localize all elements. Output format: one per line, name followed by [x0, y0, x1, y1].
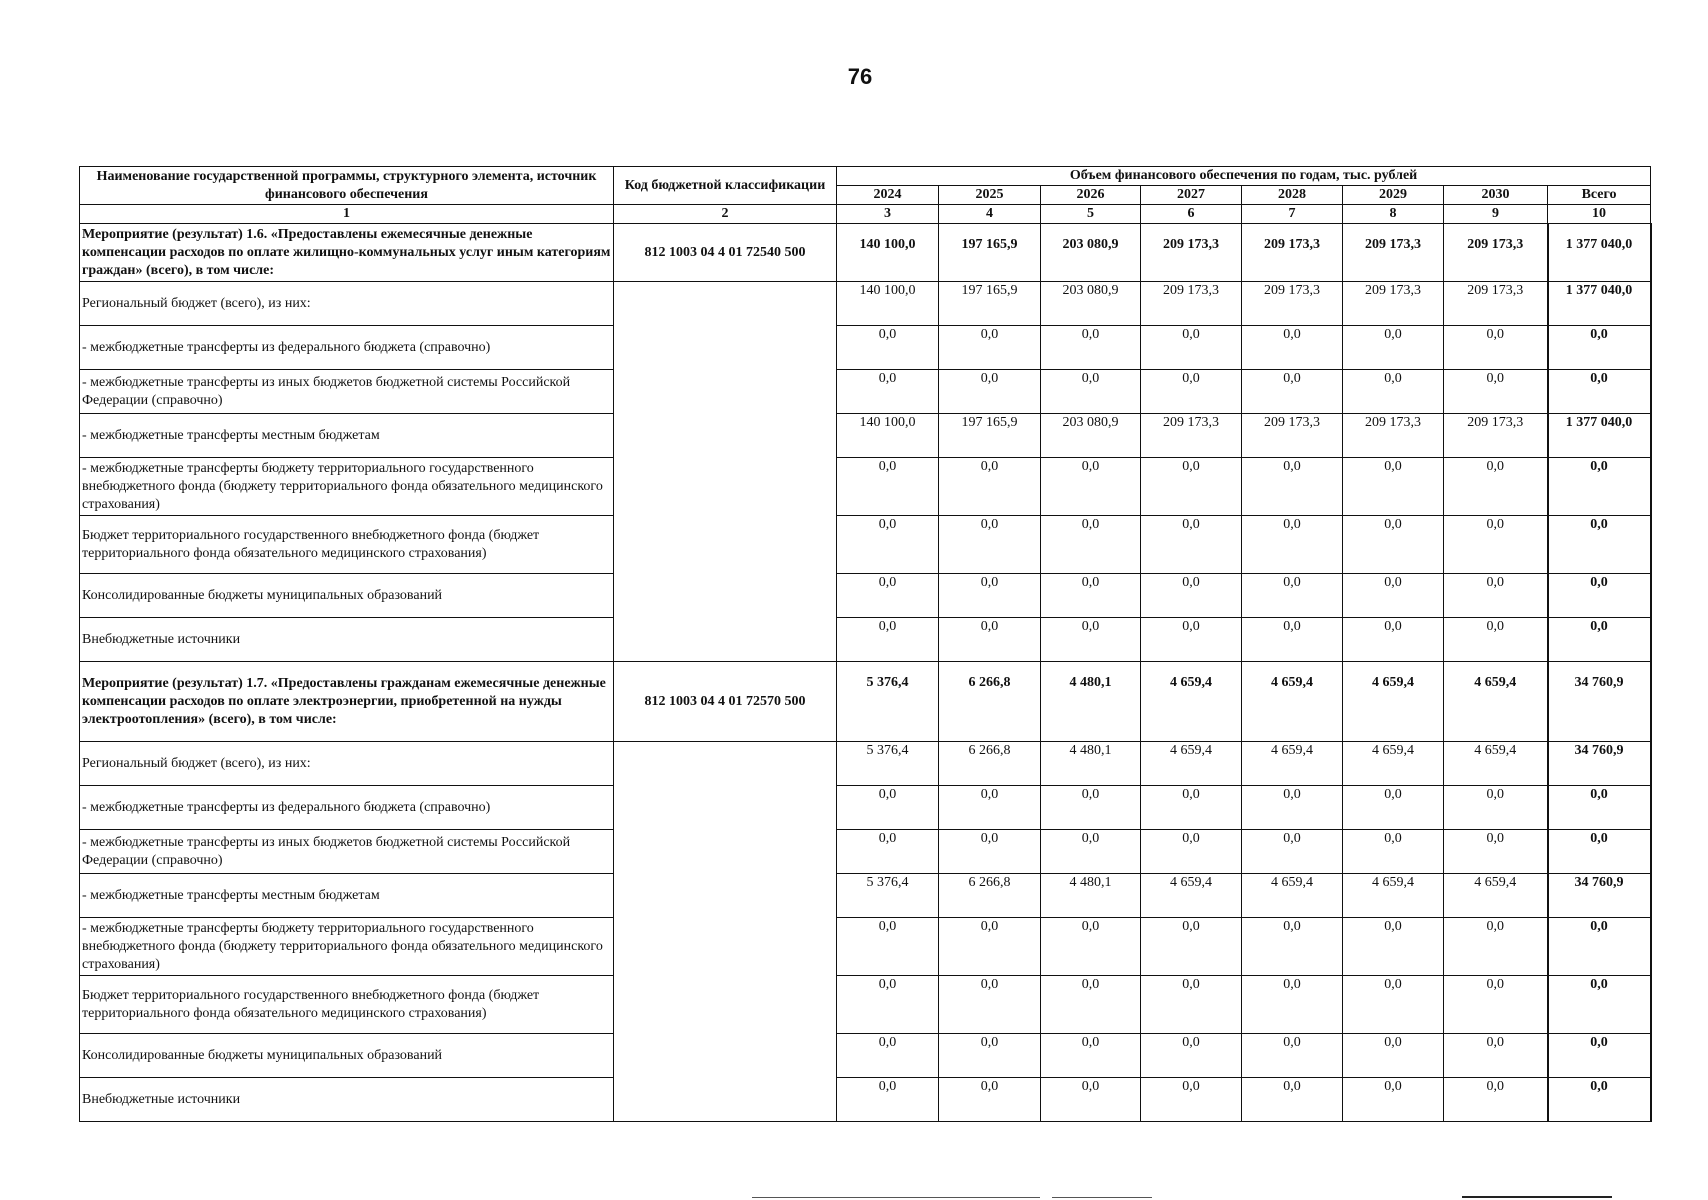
source-name: - межбюджетные трансферты из иных бюджетов бюджетной системы Российской Федерации (справочно) [80, 830, 614, 874]
value-cell: 4 659,4 [1444, 742, 1548, 786]
budget-code: 812 1003 04 4 01 72540 500 [614, 224, 837, 282]
value-cell: 0,0 [837, 458, 939, 516]
value-cell: 0,0 [1343, 574, 1444, 618]
source-name: Консолидированные бюджеты муниципальных образований [80, 1034, 614, 1078]
column-number: 1 [80, 205, 614, 224]
value-cell: 4 659,4 [1343, 662, 1444, 742]
value-cell: 0,0 [837, 370, 939, 414]
total-cell: 0,0 [1548, 786, 1651, 830]
value-cell: 6 266,8 [939, 742, 1041, 786]
total-cell: 0,0 [1548, 370, 1651, 414]
value-cell: 0,0 [1343, 516, 1444, 574]
header-code: Код бюджетной классификации [614, 167, 837, 205]
budget-code: 812 1003 04 4 01 72570 500 [614, 662, 837, 742]
measure-row [80, 662, 1651, 742]
total-cell: 0,0 [1548, 1078, 1651, 1122]
value-cell: 0,0 [837, 574, 939, 618]
value-cell: 0,0 [837, 830, 939, 874]
value-cell: 203 080,9 [1041, 282, 1141, 326]
value-cell: 0,0 [1444, 370, 1548, 414]
value-cell: 0,0 [837, 1034, 939, 1078]
source-name: - межбюджетные трансферты из федерального бюджета (справочно) [80, 326, 614, 370]
value-cell: 0,0 [837, 618, 939, 662]
measure-title: Мероприятие (результат) 1.7. «Предоставлены гражданам ежемесячные денежные компенсации расходов по оплате электроэнергии, приобретенной на нужды электроотопления» (всего), в том числе: [80, 662, 614, 742]
value-cell: 197 165,9 [939, 282, 1041, 326]
header-year: 2027 [1141, 186, 1242, 205]
total-cell: 1 377 040,0 [1548, 224, 1651, 282]
value-cell: 0,0 [1444, 976, 1548, 1034]
value-cell: 0,0 [1444, 618, 1548, 662]
value-cell: 4 659,4 [1444, 874, 1548, 918]
value-cell: 0,0 [939, 918, 1041, 976]
value-cell: 4 659,4 [1242, 874, 1343, 918]
value-cell: 0,0 [1041, 918, 1141, 976]
value-cell: 209 173,3 [1242, 414, 1343, 458]
value-cell: 0,0 [1141, 1078, 1242, 1122]
value-cell: 0,0 [1041, 1078, 1141, 1122]
column-number: 5 [1041, 205, 1141, 224]
value-cell: 0,0 [1444, 918, 1548, 976]
value-cell: 0,0 [939, 326, 1041, 370]
scan-artifact-line [1462, 1196, 1612, 1198]
value-cell: 0,0 [1141, 786, 1242, 830]
value-cell: 0,0 [1444, 574, 1548, 618]
source-row [80, 414, 1651, 458]
value-cell: 6 266,8 [939, 874, 1041, 918]
value-cell: 209 173,3 [1141, 224, 1242, 282]
header-total: Всего [1548, 186, 1651, 205]
source-name: - межбюджетные трансферты из иных бюджетов бюджетной системы Российской Федерации (справочно) [80, 370, 614, 414]
value-cell: 0,0 [1041, 976, 1141, 1034]
value-cell: 0,0 [939, 516, 1041, 574]
value-cell: 0,0 [1343, 976, 1444, 1034]
value-cell: 0,0 [1444, 326, 1548, 370]
header-column-numbers [80, 205, 1651, 224]
value-cell: 0,0 [1343, 1034, 1444, 1078]
value-cell: 0,0 [1444, 830, 1548, 874]
source-name: Бюджет территориального государственного внебюджетного фонда (бюджет территориального фонда обязательного медицинского страхования) [80, 976, 614, 1034]
source-row [80, 742, 1651, 786]
value-cell: 6 266,8 [939, 662, 1041, 742]
total-cell: 0,0 [1548, 574, 1651, 618]
value-cell: 4 659,4 [1141, 662, 1242, 742]
value-cell: 0,0 [1444, 1078, 1548, 1122]
source-row [80, 574, 1651, 618]
source-name: - межбюджетные трансферты из федерального бюджета (справочно) [80, 786, 614, 830]
source-row [80, 1078, 1651, 1122]
column-number: 3 [837, 205, 939, 224]
value-cell: 0,0 [1141, 574, 1242, 618]
total-cell: 0,0 [1548, 326, 1651, 370]
value-cell: 0,0 [1141, 830, 1242, 874]
source-name: - межбюджетные трансферты местным бюджетам [80, 414, 614, 458]
source-row [80, 370, 1651, 414]
total-cell: 0,0 [1548, 918, 1651, 976]
value-cell: 4 659,4 [1141, 742, 1242, 786]
table-body [80, 224, 1651, 1122]
source-name: Консолидированные бюджеты муниципальных образований [80, 574, 614, 618]
value-cell: 0,0 [1242, 1034, 1343, 1078]
total-cell: 0,0 [1548, 1034, 1651, 1078]
value-cell: 0,0 [1444, 458, 1548, 516]
source-name: Внебюджетные источники [80, 1078, 614, 1122]
value-cell: 4 480,1 [1041, 662, 1141, 742]
total-cell: 1 377 040,0 [1548, 282, 1651, 326]
value-cell: 0,0 [1242, 918, 1343, 976]
value-cell: 197 165,9 [939, 414, 1041, 458]
value-cell: 0,0 [1242, 830, 1343, 874]
value-cell: 0,0 [837, 918, 939, 976]
value-cell: 209 173,3 [1343, 282, 1444, 326]
value-cell: 0,0 [1343, 618, 1444, 662]
total-cell: 0,0 [1548, 458, 1651, 516]
value-cell: 0,0 [1242, 1078, 1343, 1122]
header-name: Наименование государственной программы, структурного элемента, источник финансового обеспечения [80, 167, 614, 205]
source-row [80, 1034, 1651, 1078]
value-cell: 0,0 [939, 574, 1041, 618]
value-cell: 0,0 [939, 1078, 1041, 1122]
source-row [80, 874, 1651, 918]
source-name: Региональный бюджет (всего), из них: [80, 282, 614, 326]
value-cell: 0,0 [1242, 618, 1343, 662]
value-cell: 209 173,3 [1444, 282, 1548, 326]
value-cell: 140 100,0 [837, 224, 939, 282]
value-cell: 209 173,3 [1343, 224, 1444, 282]
source-name: Внебюджетные источники [80, 618, 614, 662]
value-cell: 0,0 [1141, 918, 1242, 976]
value-cell: 203 080,9 [1041, 414, 1141, 458]
value-cell: 5 376,4 [837, 662, 939, 742]
value-cell: 0,0 [1444, 786, 1548, 830]
value-cell: 4 659,4 [1242, 742, 1343, 786]
budget-code-empty [614, 282, 837, 662]
value-cell: 0,0 [1242, 326, 1343, 370]
header-year: 2029 [1343, 186, 1444, 205]
value-cell: 0,0 [939, 458, 1041, 516]
source-name: Региональный бюджет (всего), из них: [80, 742, 614, 786]
page-number: 76 [847, 64, 873, 89]
budget-code-empty [614, 742, 837, 1122]
value-cell: 209 173,3 [1444, 224, 1548, 282]
source-row [80, 786, 1651, 830]
column-number: 9 [1444, 205, 1548, 224]
value-cell: 4 659,4 [1343, 874, 1444, 918]
column-number: 2 [614, 205, 837, 224]
value-cell: 0,0 [939, 1034, 1041, 1078]
total-cell: 34 760,9 [1548, 662, 1651, 742]
value-cell: 0,0 [837, 1078, 939, 1122]
source-name: - межбюджетные трансферты бюджету территориального государственного внебюджетного фонда (бюджету территориального фонда обязательного медицинского страхования) [80, 918, 614, 976]
source-row [80, 918, 1651, 976]
financing-table [79, 166, 1652, 1122]
total-cell: 0,0 [1548, 618, 1651, 662]
value-cell: 0,0 [1141, 618, 1242, 662]
value-cell: 203 080,9 [1041, 224, 1141, 282]
value-cell: 0,0 [837, 786, 939, 830]
source-row [80, 458, 1651, 516]
value-cell: 0,0 [1041, 830, 1141, 874]
value-cell: 0,0 [1041, 326, 1141, 370]
value-cell: 4 659,4 [1242, 662, 1343, 742]
value-cell: 0,0 [939, 976, 1041, 1034]
source-name: Бюджет территориального государственного внебюджетного фонда (бюджет территориального фонда обязательного медицинского страхования) [80, 516, 614, 574]
scan-artifact-line [752, 1197, 1040, 1198]
value-cell: 0,0 [1444, 516, 1548, 574]
total-cell: 0,0 [1548, 516, 1651, 574]
column-number: 10 [1548, 205, 1651, 224]
value-cell: 0,0 [1141, 976, 1242, 1034]
value-cell: 0,0 [1242, 370, 1343, 414]
value-cell: 0,0 [1444, 1034, 1548, 1078]
value-cell: 0,0 [1041, 370, 1141, 414]
total-cell: 1 377 040,0 [1548, 414, 1651, 458]
value-cell: 0,0 [1242, 786, 1343, 830]
measure-title: Мероприятие (результат) 1.6. «Предоставлены ежемесячные денежные компенсации расходов по оплате жилищно-коммунальных услуг иным категориям граждан» (всего), в том числе: [80, 224, 614, 282]
value-cell: 4 659,4 [1141, 874, 1242, 918]
value-cell: 0,0 [1041, 618, 1141, 662]
source-row [80, 618, 1651, 662]
header-year: 2030 [1444, 186, 1548, 205]
value-cell: 0,0 [837, 516, 939, 574]
header-year: 2026 [1041, 186, 1141, 205]
value-cell: 209 173,3 [1242, 282, 1343, 326]
value-cell: 0,0 [837, 976, 939, 1034]
value-cell: 0,0 [1141, 1034, 1242, 1078]
total-cell: 34 760,9 [1548, 874, 1651, 918]
header-year: 2028 [1242, 186, 1343, 205]
value-cell: 5 376,4 [837, 742, 939, 786]
total-cell: 0,0 [1548, 976, 1651, 1034]
source-row [80, 282, 1651, 326]
scan-artifact-line [1052, 1197, 1152, 1198]
value-cell: 0,0 [1041, 1034, 1141, 1078]
value-cell: 0,0 [1141, 326, 1242, 370]
value-cell: 0,0 [1343, 830, 1444, 874]
value-cell: 209 173,3 [1141, 282, 1242, 326]
value-cell: 0,0 [1343, 786, 1444, 830]
value-cell: 0,0 [1343, 1078, 1444, 1122]
value-cell: 4 480,1 [1041, 874, 1141, 918]
column-number: 4 [939, 205, 1041, 224]
source-row [80, 976, 1651, 1034]
header-volume: Объем финансового обеспечения по годам, тыс. рублей [837, 167, 1651, 186]
source-row [80, 830, 1651, 874]
value-cell: 4 659,4 [1343, 742, 1444, 786]
column-number: 8 [1343, 205, 1444, 224]
value-cell: 0,0 [939, 786, 1041, 830]
value-cell: 0,0 [939, 618, 1041, 662]
column-number: 6 [1141, 205, 1242, 224]
value-cell: 4 659,4 [1444, 662, 1548, 742]
value-cell: 209 173,3 [1242, 224, 1343, 282]
value-cell: 0,0 [1141, 458, 1242, 516]
value-cell: 0,0 [939, 830, 1041, 874]
value-cell: 5 376,4 [837, 874, 939, 918]
value-cell: 0,0 [837, 326, 939, 370]
value-cell: 0,0 [1343, 370, 1444, 414]
value-cell: 140 100,0 [837, 282, 939, 326]
value-cell: 0,0 [1242, 976, 1343, 1034]
value-cell: 0,0 [1141, 370, 1242, 414]
value-cell: 209 173,3 [1343, 414, 1444, 458]
value-cell: 0,0 [1242, 458, 1343, 516]
source-row [80, 326, 1651, 370]
column-number: 7 [1242, 205, 1343, 224]
value-cell: 0,0 [1041, 516, 1141, 574]
value-cell: 0,0 [1041, 458, 1141, 516]
value-cell: 0,0 [1141, 516, 1242, 574]
total-cell: 0,0 [1548, 830, 1651, 874]
total-cell: 34 760,9 [1548, 742, 1651, 786]
source-name: - межбюджетные трансферты бюджету территориального государственного внебюджетного фонда (бюджету территориального фонда обязательного медицинского страхования) [80, 458, 614, 516]
value-cell: 197 165,9 [939, 224, 1041, 282]
value-cell: 0,0 [1242, 574, 1343, 618]
value-cell: 209 173,3 [1141, 414, 1242, 458]
measure-row [80, 224, 1651, 282]
source-row [80, 516, 1651, 574]
table-header [80, 167, 1651, 224]
value-cell: 0,0 [1343, 918, 1444, 976]
value-cell: 140 100,0 [837, 414, 939, 458]
header-year: 2024 [837, 186, 939, 205]
value-cell: 209 173,3 [1444, 414, 1548, 458]
value-cell: 0,0 [1242, 516, 1343, 574]
value-cell: 0,0 [1343, 458, 1444, 516]
value-cell: 4 480,1 [1041, 742, 1141, 786]
header-year: 2025 [939, 186, 1041, 205]
source-name: - межбюджетные трансферты местным бюджетам [80, 874, 614, 918]
value-cell: 0,0 [1041, 786, 1141, 830]
value-cell: 0,0 [1343, 326, 1444, 370]
value-cell: 0,0 [939, 370, 1041, 414]
value-cell: 0,0 [1041, 574, 1141, 618]
